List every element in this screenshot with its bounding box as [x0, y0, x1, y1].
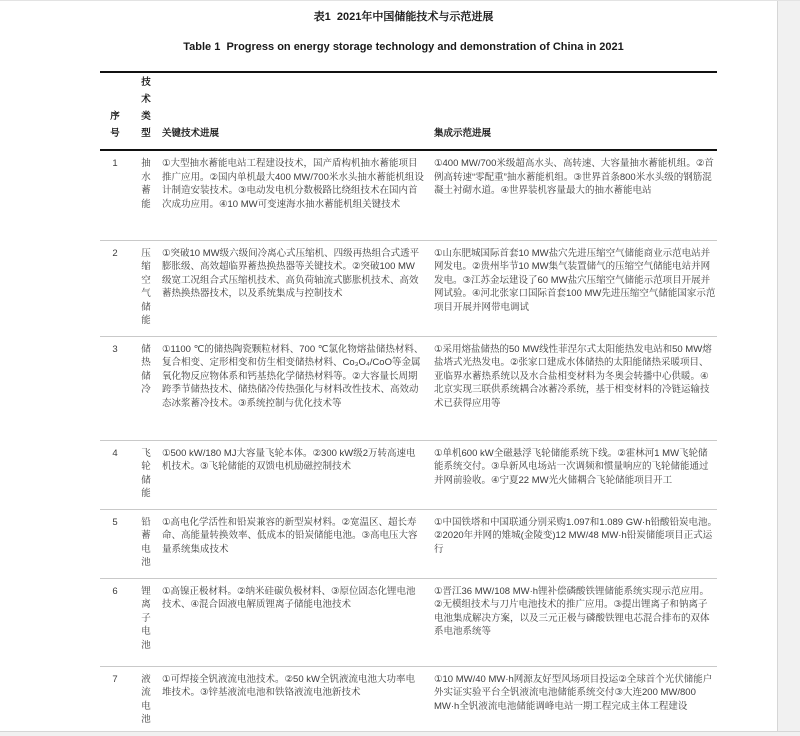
header-demonstration: 集成示范进展	[434, 128, 492, 139]
table-row	[100, 666, 717, 736]
key-tech-cell: ①1100 ℃的储热陶瓷颗粒材料、700 ℃氯化物熔盐储热材料、复合相变、定形相变和仿生相变储热材料、Co₃O₄/CoO等金属氧化物反应物体系和钙基热化学储热材料等。②大容量长周期跨季节储热技术、储热储冷传热强化与材料改性技术、高效动态冰浆蓄冷技术。③系统控制与优化技术等	[162, 343, 424, 409]
tech-type-cell: 压缩空气储能	[141, 247, 151, 326]
row-number: 4	[112, 447, 118, 459]
tech-type-cell: 铅蓄电池	[141, 516, 151, 568]
header-key-tech: 关键技术进展	[162, 128, 220, 139]
demo-cell: ①中国铁塔和中国联通分别采购1.097和1.089 GW·h铅酸铅炭电池。②2020年并网的雉城(金陵变)12 MW/48 MW·h铅炭储能项目正式运行	[434, 516, 718, 555]
row-number: 2	[112, 247, 118, 259]
row-number: 5	[112, 516, 118, 528]
key-tech-cell: ①500 kW/180 MJ大容量飞轮本体。②300 kW级2万转高速电机技术。③飞轮储能的双馈电机励磁控制技术	[162, 447, 416, 472]
key-tech-cell: ①可焊接全钒液流电池技术。②50 kW全钒液流电池大功率电堆技术。③锌基液流电池和铁铬液流电池新技术	[162, 673, 415, 698]
table-body	[100, 150, 717, 736]
table-header	[100, 72, 717, 150]
key-tech-cell: ①高镍正极材料。②纳米硅碳负极材料、③原位固态化锂电池技术、④混合固液电解质锂离子储能电池技术	[162, 585, 416, 610]
table-row	[100, 336, 717, 440]
key-tech-cell: ①大型抽水蓄能电站工程建设技术，国产盾构机抽水蓄能项目推广应用。②国内单机最大400 MW/700米水头抽水蓄能机组设计制造安装技术。③电动发电机分数极路比绕组技术在国内首次成功应用。④10 MW可变速海水抽水蓄能机组关键技术	[162, 158, 424, 210]
demo-cell: ①400 MW/700米级超高水头、高转速、大容量抽水蓄能机组。②首例高转速“零配重”抽水蓄能机组。③世界首条800米水头级的钢筋混凝土衬砌水道。④世界装机容量最大的抽水蓄能电站	[434, 158, 714, 196]
row-number: 3	[112, 343, 118, 355]
table-document	[100, 1, 718, 736]
viewer-bottom-gutter	[0, 731, 800, 736]
table-row	[100, 578, 717, 666]
tech-type-cell: 液流电池	[141, 673, 151, 725]
header-row	[100, 72, 717, 150]
row-number: 7	[112, 673, 118, 685]
progress-table	[100, 71, 717, 736]
demo-cell: ①山东肥城国际首套10 MW盐穴先进压缩空气储能商业示范电站并网发电。②贵州毕节10 MW集气装置储气的压缩空气储能电站并网发电。③江苏金坛建设了60 MW盐穴压缩空气储能示范项目开展并网试验。④河北张家口国际首套100 MW先进压缩空气储能国家示范项目开展并网带电调试	[434, 247, 716, 313]
table-caption-chinese: 表1 2021年中国储能技术与示范进展	[313, 11, 494, 23]
header-seq-number: 序号	[110, 111, 120, 139]
table-row	[100, 150, 717, 240]
table-row	[100, 440, 717, 509]
row-number: 6	[112, 585, 118, 597]
row-number: 1	[112, 158, 118, 169]
table-row	[100, 509, 717, 578]
demo-cell: ①10 MW/40 MW·h网源友好型风场项目投运②全球首个光伏储能户外实证实验平台全钒液流电池储能系统交付③大连200 MW/800 MW·h全钒液流电池储能调峰电站一期工程完成主体工程建设	[434, 673, 713, 712]
tech-type-cell: 储热储冷	[141, 343, 151, 395]
table-row	[100, 240, 717, 336]
tech-type-cell: 锂离子电池	[141, 585, 151, 651]
key-tech-cell: ①突破10 MW级六级间冷离心式压缩机、四级再热组合式透平膨胀级、高效超临界蓄热换热器等关键技术。②突破100 MW级宽工况组合式压缩机技术、高负荷轴流式膨胀机技术、高效蓄热换热器技术，以及系统集成与控制技术	[162, 247, 420, 299]
demo-cell: ①单机600 kW全磁悬浮飞轮储能系统下线。②霍林河1 MW飞轮储能系统交付。③阜新风电场站一次调频和惯量响应的飞轮储能通过并网前验收。④宁夏22 MW光火储耦合飞轮储能项目开工	[434, 447, 709, 486]
demo-cell: ①采用熔盐储热的50 MW线性菲涅尔式太阳能热发电站和50 MW熔盐塔式光热发电。②张家口建成水体储热的太阳能储热采暖项目、亚临界水蓄热系统以及水合盐相变材料为冬奥会转播中心供暖。④北京实现三联供系统耦合冰蓄冷系统，基于相变材料的冷链运输技术已获得应用等	[434, 343, 712, 409]
key-tech-cell: ①高电化学活性和铅炭兼容的新型炭材料。②宽温区、超长寿命、高能量转换效率、低成本的铅炭储能电池。③高电压大容量系统集成技术	[162, 516, 418, 555]
tech-type-cell: 抽水蓄能	[141, 158, 151, 210]
tech-type-cell: 飞轮储能	[141, 447, 151, 499]
demo-cell: ①晋江36 MW/108 MW·h锂补偿磷酸铁锂储能系统实现示范应用。②无模组技术与刀片电池技术的推广应用。③提出锂离子和钠离子电池集成解决方案，以及三元正极与磷酸铁锂电芯混合排布的双体系电池系统等	[434, 585, 710, 637]
header-tech-type: 技术类型	[141, 77, 151, 139]
table-caption-english: Table 1 Progress on energy storage technology and demonstration of China in 2021	[183, 41, 624, 53]
viewer-right-gutter	[777, 1, 800, 736]
